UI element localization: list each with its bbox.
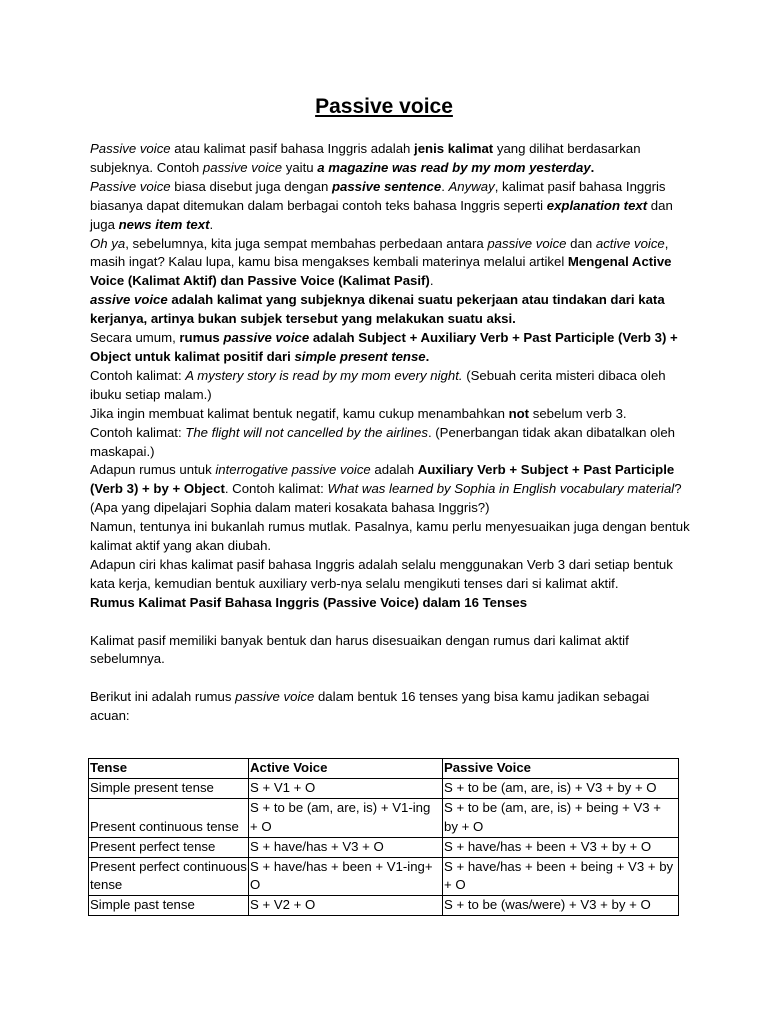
table-cell: Present perfect tense bbox=[89, 837, 249, 857]
text-run: passive voice bbox=[202, 159, 283, 175]
text-run: dan juga bbox=[90, 197, 673, 232]
text-run: jenis kalimat bbox=[414, 141, 494, 156]
table-cell: S + to be (am, are, is) + V3 + by + O bbox=[443, 778, 679, 798]
paragraph-formula bbox=[90, 329, 690, 367]
tenses-table bbox=[88, 758, 679, 916]
paragraph-example-negative bbox=[90, 424, 690, 462]
text-run: news item text bbox=[118, 216, 210, 232]
spacer bbox=[90, 669, 690, 688]
text-run: . bbox=[425, 348, 430, 364]
paragraph-namun: Namun, tentunya ini bukanlah rumus mutlak. Pasalnya, kamu perlu menyesuaikan juga dengan bentuk kalimat aktif yang akan diubah. bbox=[90, 519, 690, 554]
text-run: Berikut ini adalah rumus bbox=[90, 689, 236, 705]
text-run: The flight will not cancelled by the airlines bbox=[185, 424, 428, 440]
example-sentence: a magazine was read by my mom yesterday bbox=[317, 159, 591, 175]
text-run: Rumus Kalimat Pasif Bahasa Inggris (Passive Voice) dalam 16 Tenses bbox=[90, 594, 528, 610]
text-run: . (Penerbangan tidak akan dibatalkan oleh maskapai.) bbox=[90, 424, 676, 459]
section-heading bbox=[90, 594, 690, 613]
paragraph-example-positive bbox=[90, 367, 690, 405]
text-run: atau kalimat pasif bahasa Inggris adalah bbox=[170, 141, 415, 156]
text-run: sebelum verb 3. bbox=[529, 405, 627, 421]
text-run: adalah Subject + Auxiliary Verb + Past Participle (Verb 3) + Object untuk kalimat positif dari bbox=[90, 330, 678, 364]
table-cell: S + have/has + been + V3 + by + O bbox=[443, 837, 679, 857]
document-body bbox=[90, 140, 690, 726]
table-row bbox=[89, 896, 679, 916]
table-cell: Simple present tense bbox=[89, 778, 249, 798]
text-run: biasa disebut juga dengan bbox=[170, 178, 332, 194]
paragraph-bentuk: Kalimat pasif memiliki banyak bentuk dan harus disesuaikan dengan rumus dari kalimat aktif sebelumnya. bbox=[90, 632, 629, 667]
text-run: passive voice bbox=[223, 330, 310, 346]
text-run: Passive voice bbox=[90, 178, 171, 194]
text-run: What was learned by Sophia in English vocabulary material bbox=[327, 481, 675, 497]
column-header: Active Voice bbox=[249, 759, 443, 779]
text-run: Adapun rumus untuk bbox=[90, 462, 216, 478]
paragraph-ciri-khas: Adapun ciri khas kalimat pasif bahasa Inggris adalah selalu menggunakan Verb 3 dari setiap bentuk kata kerja, kemudian bentuk auxiliary verb-nya selalu mengikuti tenses dari si kalimat aktif. bbox=[90, 556, 673, 591]
page-title: Passive voice bbox=[315, 95, 453, 118]
text-run: passive voice bbox=[487, 235, 567, 251]
text-run: active voice bbox=[595, 235, 665, 251]
text-run: Jika ingin membuat kalimat bentuk negatif, kamu cukup menambahkan bbox=[90, 405, 509, 421]
paragraph-oh-ya bbox=[90, 235, 690, 292]
text-run: ? (Apa yang dipelajari Sophia dalam materi kosakata bahasa Inggris?) bbox=[90, 481, 682, 516]
text-run: Anyway bbox=[448, 178, 495, 194]
table-row bbox=[89, 798, 679, 837]
text-run: , kalimat pasif bahasa Inggris biasanya dapat ditemukan dalam berbagai contoh teks bahasa Inggris seperti bbox=[90, 178, 666, 213]
text-run: adalah bbox=[370, 462, 418, 478]
table-cell: Present perfect continuous tense bbox=[89, 857, 249, 896]
table-row bbox=[89, 837, 679, 857]
text-run: Oh ya bbox=[90, 235, 126, 251]
table-cell: S + V2 + O bbox=[249, 896, 443, 916]
table-cell: S + have/has + been + being + V3 + by + O bbox=[443, 857, 679, 896]
paragraph-berikut bbox=[90, 688, 690, 726]
text-run: yaitu bbox=[282, 159, 318, 175]
text-run: A mystery story is read by my mom every night. bbox=[185, 367, 463, 383]
table-cell: S + have/has + been + V1-ing+ O bbox=[249, 857, 443, 896]
paragraph-intro bbox=[90, 140, 690, 178]
paragraph-negative bbox=[90, 405, 690, 424]
paragraph-passive-sentence bbox=[90, 178, 690, 235]
text-run: dalam bentuk 16 tenses yang bisa kamu jadikan sebagai acuan: bbox=[90, 689, 650, 724]
text-run: (Sebuah cerita misteri dibaca oleh ibuku setiap malam.) bbox=[90, 367, 666, 402]
column-header: Tense bbox=[89, 759, 249, 779]
text-run: dan bbox=[566, 235, 596, 251]
text-run: passive sentence bbox=[331, 178, 442, 194]
text-run: rumus bbox=[179, 330, 224, 346]
table-row bbox=[89, 857, 679, 896]
text-run: adalah kalimat yang subjeknya dikenai suatu pekerjaan atau tindakan dari kata kerjanya, artinya bukan subjek tersebut yang melakukan suatu aksi. bbox=[90, 292, 665, 327]
table-cell: Present continuous tense bbox=[89, 798, 249, 837]
text-run: assive voice bbox=[90, 292, 168, 308]
table-cell: S + V1 + O bbox=[249, 778, 443, 798]
text-run: Passive voice bbox=[90, 141, 171, 156]
article-link-text: Mengenal Active Voice (Kalimat Aktif) dan Passive Voice (Kalimat Pasif) bbox=[90, 254, 672, 289]
table-cell: S + to be (am, are, is) + V1-ing + O bbox=[249, 798, 443, 837]
text-run: . bbox=[441, 178, 449, 194]
text-run: Secara umum, bbox=[90, 330, 180, 346]
table-header-row bbox=[89, 759, 679, 779]
text-run: . bbox=[209, 216, 214, 232]
text-run: Auxiliary Verb + Subject + Past Participle (Verb 3) + by + Object bbox=[90, 462, 675, 497]
text-run: Contoh kalimat: bbox=[90, 424, 186, 440]
spacer bbox=[90, 613, 690, 632]
table-row bbox=[89, 778, 679, 798]
table-cell: S + have/has + V3 + O bbox=[249, 837, 443, 857]
paragraph-definition bbox=[90, 291, 690, 329]
text-run: . bbox=[590, 159, 595, 175]
text-run: not bbox=[508, 405, 530, 421]
text-run: , masih ingat? Kalau lupa, kamu bisa mengakses kembali materinya melalui artikel bbox=[90, 235, 669, 270]
text-run: simple present tense bbox=[294, 348, 426, 364]
text-run: Contoh kalimat: bbox=[90, 367, 186, 383]
text-run: explanation text bbox=[546, 197, 648, 213]
text-run: passive voice bbox=[235, 689, 315, 705]
table-cell: S + to be (was/were) + V3 + by + O bbox=[443, 896, 679, 916]
table-cell: Simple past tense bbox=[89, 896, 249, 916]
text-run: . Contoh kalimat: bbox=[224, 481, 328, 497]
text-run: . bbox=[429, 273, 434, 289]
paragraph-interrogative bbox=[90, 461, 690, 518]
text-run: , sebelumnya, kita juga sempat membahas perbedaan antara bbox=[125, 235, 488, 251]
table-cell: S + to be (am, are, is) + being + V3 + by + O bbox=[443, 798, 679, 837]
column-header: Passive Voice bbox=[443, 759, 679, 779]
text-run: yang dilihat berdasarkan subjeknya. Contoh bbox=[90, 141, 641, 175]
text-run: interrogative passive voice bbox=[215, 462, 371, 478]
